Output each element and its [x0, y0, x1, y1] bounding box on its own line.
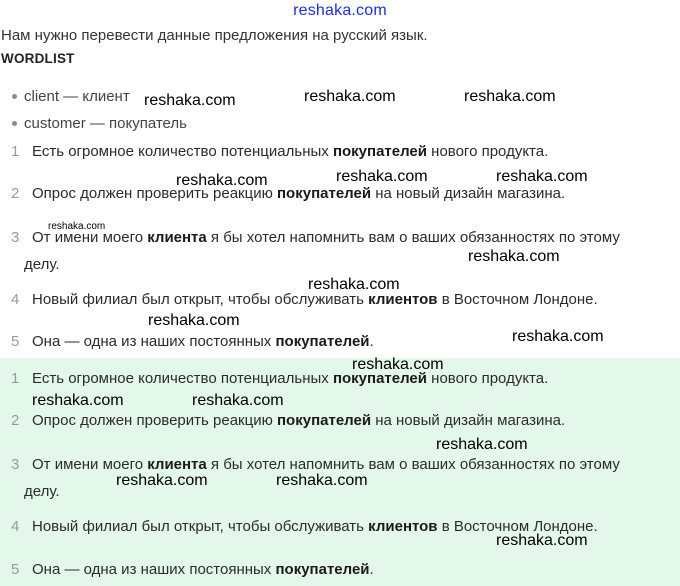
item-text-after: я бы хотел напомнить вам о ваших обязанностях по этому [206, 229, 620, 246]
sentence-item [11, 224, 675, 278]
wordlist-item [12, 88, 130, 105]
bullet-icon [12, 121, 17, 126]
watermark: reshaka.com [336, 168, 428, 185]
item-keyword: покупателей [277, 185, 372, 202]
item-text-after: на новый дизайн магазина. [371, 185, 566, 202]
item-text-before: Опрос должен проверить реакцию [32, 412, 277, 429]
watermark: reshaka.com [512, 328, 604, 345]
watermark: reshaka.com [304, 88, 396, 105]
item-keyword: покупателей [275, 333, 370, 350]
sentence-item [11, 138, 675, 165]
item-number: 4 [11, 518, 20, 535]
item-text-after: в Восточном Лондоне. [437, 518, 598, 535]
item-number: 5 [11, 561, 20, 578]
intro-text: Нам нужно перевести данные предложения на русский язык. [1, 27, 428, 44]
wordlist-item-text: client — клиент [24, 88, 130, 105]
watermark: reshaka.com [32, 392, 124, 409]
item-text-after: я бы хотел напомнить вам о ваших обязанностях по этому [206, 456, 620, 473]
wordlist-item-text: customer — покупатель [24, 115, 187, 132]
answer-item [11, 365, 675, 392]
item-text-before: От имени моего [32, 456, 148, 473]
item-keyword: клиента [147, 229, 207, 246]
watermark: reshaka.com [436, 436, 528, 453]
item-text-before: Она — одна из наших постоянных [32, 561, 276, 578]
item-text-after: в Восточном Лондоне. [437, 291, 598, 308]
item-text-before: Опрос должен проверить реакцию [32, 185, 277, 202]
item-number: 4 [11, 291, 20, 308]
watermark: reshaka.com [468, 248, 560, 265]
item-text-before: Есть огромное количество потенциальных [32, 370, 333, 387]
item-number: 1 [11, 143, 20, 160]
item-text-before: Она — одна из наших постоянных [32, 333, 276, 350]
bullet-icon [12, 94, 17, 99]
item-number: 2 [11, 412, 20, 429]
item-text-continuation: делу. [24, 256, 60, 273]
item-text-after: на новый дизайн магазина. [371, 412, 566, 429]
item-keyword: покупателей [332, 370, 427, 387]
wordlist-item [12, 115, 187, 132]
item-number: 5 [11, 333, 20, 350]
item-keyword: покупателей [332, 143, 427, 160]
item-keyword: покупателей [275, 561, 370, 578]
item-text-after: . [369, 333, 374, 350]
watermark: reshaka.com [192, 392, 284, 409]
item-text-continuation: делу. [24, 483, 60, 500]
watermark: reshaka.com [144, 92, 236, 109]
item-number: 3 [11, 229, 20, 246]
watermark: reshaka.com [148, 312, 240, 329]
watermark: reshaka.com [308, 276, 400, 293]
item-keyword: клиентов [368, 291, 438, 308]
item-number: 1 [11, 370, 20, 387]
item-text-before: Новый филиал был открыт, чтобы обслуживать [32, 518, 369, 535]
item-text-before: От имени моего [32, 229, 148, 246]
item-text-after: нового продукта. [427, 143, 549, 160]
item-text-before: Новый филиал был открыт, чтобы обслуживать [32, 291, 369, 308]
wordlist-title: WORDLIST [1, 51, 75, 66]
watermark: reshaka.com [116, 472, 208, 489]
answer-item [11, 556, 675, 583]
item-number: 3 [11, 456, 20, 473]
answer-item [11, 407, 675, 434]
watermark: reshaka.com [496, 168, 588, 185]
item-text-after: . [369, 561, 374, 578]
watermark: reshaka.com [276, 472, 368, 489]
item-text-before: Есть огромное количество потенциальных [32, 143, 333, 160]
watermark: reshaka.com [496, 532, 588, 549]
item-keyword: клиента [147, 456, 207, 473]
watermark: reshaka.com [48, 221, 106, 232]
item-keyword: клиентов [368, 518, 438, 535]
site-link[interactable]: reshaka.com [293, 2, 387, 19]
item-keyword: покупателей [277, 412, 372, 429]
item-text-after: нового продукта. [427, 370, 549, 387]
watermark: reshaka.com [176, 172, 268, 189]
item-number: 2 [11, 185, 20, 202]
watermark: reshaka.com [464, 88, 556, 105]
watermark: reshaka.com [352, 356, 444, 373]
